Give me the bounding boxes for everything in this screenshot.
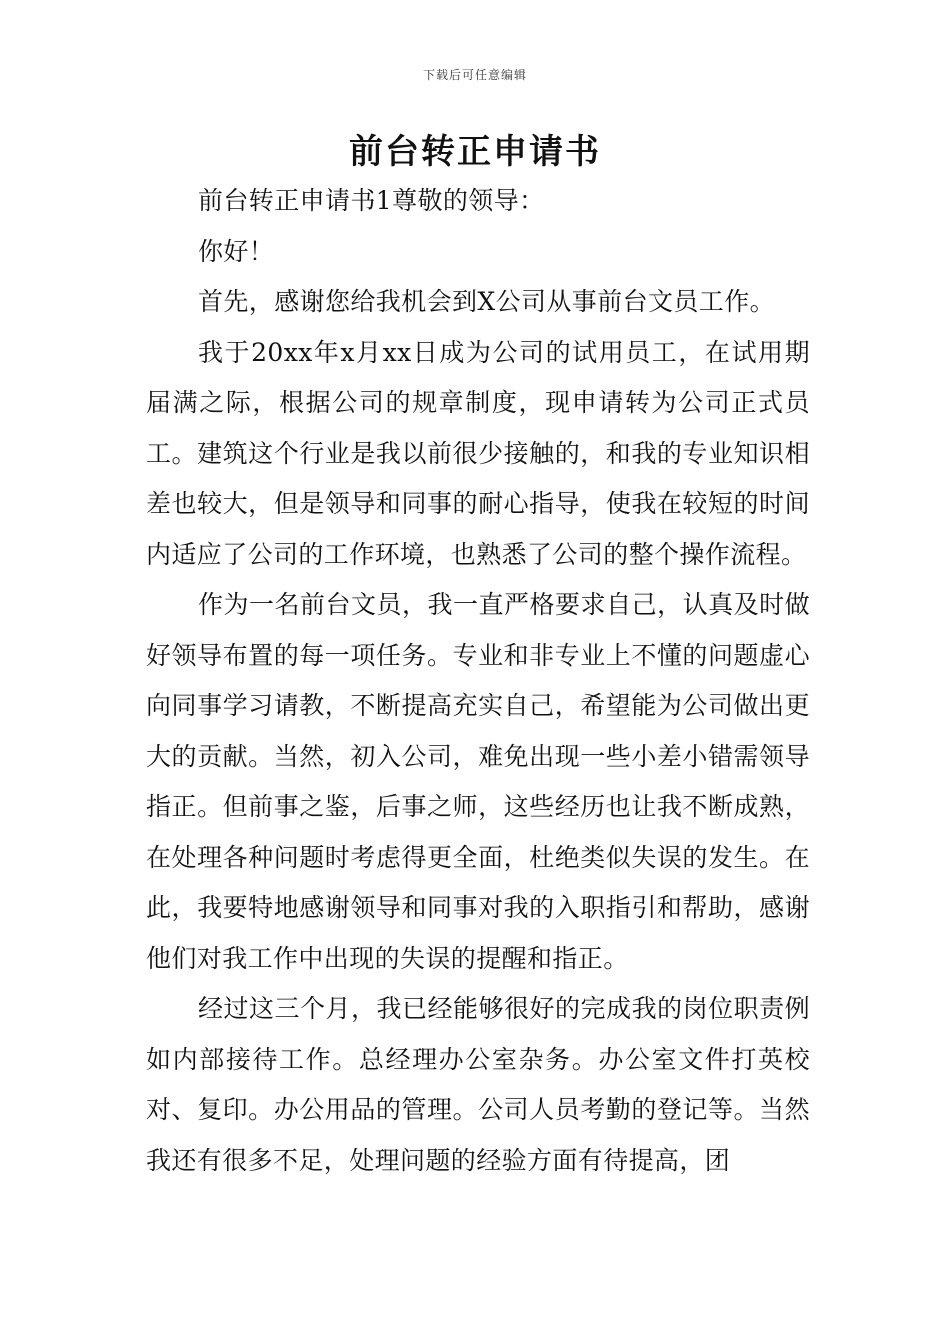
- paragraph-thanks: 首先，感谢您给我机会到X公司从事前台文员工作。: [198, 287, 775, 316]
- paragraph-duties: 作为一名前台文员，我一直严格要求自己，认真及时做好领导布置的每一项任务。专业和非专业上不懂的问题虚心向同事学习请教，不断提高充实自己，希望能为公司做出更大的贡献。当然，初入公司，难免出现一些小差小错需领导指正。但前事之鉴，后事之师，这些经历也让我不断成熟，在处理各种问题时考虑得更全面，杜绝类似失误的发生。在此，我要特地感谢领导和同事对我的入职指引和帮助，感谢他们对我工作中出现的失误的提醒和指正。: [146, 590, 810, 973]
- document-body: [146, 176, 810, 1186]
- paragraph-hello: 你好！: [198, 236, 275, 266]
- header-note: 下载后可任意编辑: [422, 68, 527, 82]
- paragraph-probation: 我于20xx年x月xx日成为公司的试用员工，在试用期届满之际，根据公司的规章制度，现申请转为公司正式员工。建筑这个行业是我以前很少接触的，和我的专业知识相差也较大，但是领导和同事的耐心指导，使我在较短的时间内适应了公司的工作环境，也熟悉了公司的整个操作流程。: [146, 337, 810, 569]
- paragraph-experience: 经过这三个月，我已经能够很好的完成我的岗位职责例如内部接待工作。总经理办公室杂务。办公室文件打英校对、复印。办公用品的管理。公司人员考勤的登记等。当然我还有很多不足，处理问题的经验方面有待提高，团: [146, 994, 810, 1175]
- document-title: 前台转正申请书: [349, 132, 601, 172]
- paragraph-greeting-line: 前台转正申请书1尊敬的领导：: [198, 186, 545, 215]
